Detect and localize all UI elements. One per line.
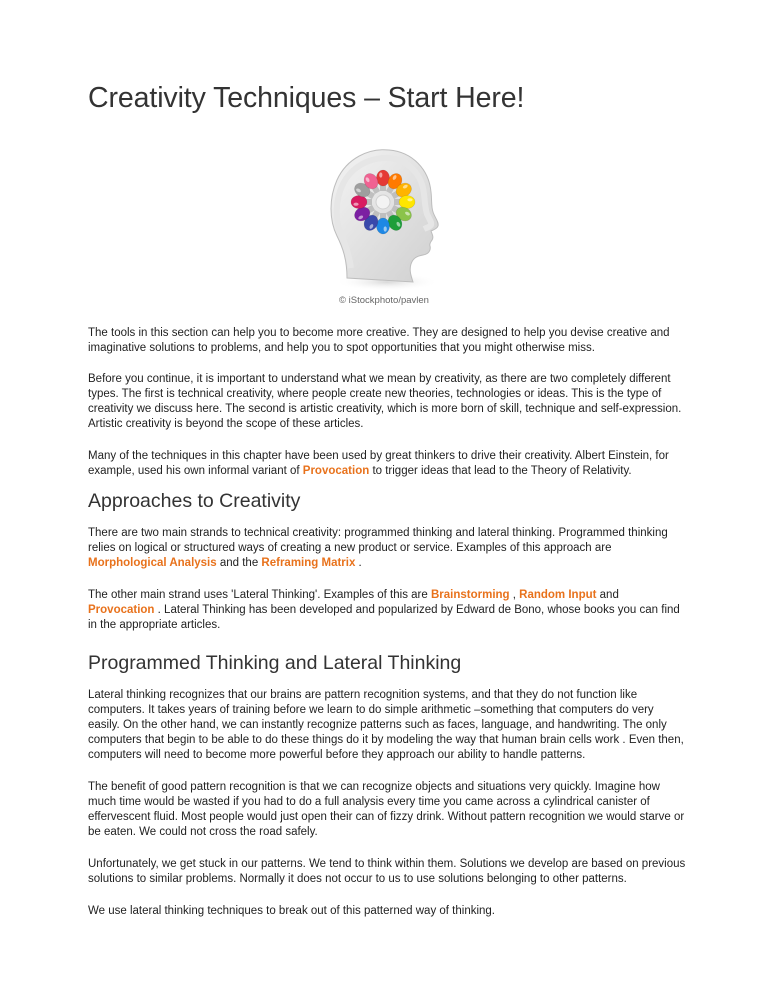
intro-paragraph-1: The tools in this section can help you to become more creative. They are designed to help you devise creative and imaginative solutions to problems, and help you to spot opportunities that you might otherwise miss. xyxy=(88,327,670,354)
reframing-matrix-link[interactable]: Reframing Matrix xyxy=(261,557,356,569)
provocation-link[interactable]: Provocation xyxy=(302,465,370,477)
section-heading-approaches: Approaches to Creativity xyxy=(88,490,301,512)
text-span: and xyxy=(596,589,619,601)
figure-caption: © iStockphoto/pavlen xyxy=(339,295,429,306)
section-heading-programmed: Programmed Thinking and Lateral Thinking xyxy=(88,652,462,674)
intro-paragraph-3 xyxy=(88,449,688,479)
programmed-paragraph-2: The benefit of good pattern recognition is that we can recognize objects and situations very quickly. Imagine how much time would be wasted if you had to do a full analysis every time you came across a cylindrical canister of effervescent fluid. Most people would just open their can of fizzy drink. Without pattern recognition we would starve or be eaten. We could not cross the road safely. xyxy=(88,781,685,838)
programmed-paragraph-1: Lateral thinking recognizes that our brains are pattern recognition systems, and that they do not function like computers. It takes years of training before we learn to do simple arithmetic –something that computers do very easily. On the other hand, we can instantly recognize patterns such as faces, language, and handwriting. The only computers that begin to be able to do these things do it by modeling the way that human brain cells work . Even then, computers will need to become more powerful before they approach our ability to handle patterns. xyxy=(88,689,684,761)
random-input-link[interactable]: Random Input xyxy=(519,589,597,601)
text-span: and the xyxy=(216,557,262,569)
brainstorming-link[interactable]: Brainstorming xyxy=(430,589,510,601)
head-illustration xyxy=(325,142,443,292)
programmed-paragraph-4: We use lateral thinking techniques to break out of this patterned way of thinking. xyxy=(88,905,496,917)
text-span: Many of the techniques in this chapter have been used by great thinkers to drive their creativity. Albert Einstein, for example, used his own informal variant of xyxy=(88,450,669,477)
text-span: . xyxy=(355,557,362,569)
text-span: The other main strand uses 'Lateral Thinking'. Examples of this are xyxy=(88,589,431,601)
programmed-paragraph-3: Unfortunately, we get stuck in our patterns. We tend to think within them. Solutions we develop are based on previous solutions to similar problems. Normally it does not occur to us to use solutions belonging to other patterns. xyxy=(88,858,686,885)
page-title: Creativity Techniques – Start Here! xyxy=(88,82,525,114)
intro-paragraph-2: Before you continue, it is important to understand what we mean by creativity, as there are two completely different types. The first is technical creativity, where people create new theories, technologies or ideas. This is the type of creativity we discuss here. The second is artistic creativity, which is more born of skill, technique and self-expression. Artistic creativity is beyond the scope of these articles. xyxy=(88,373,682,430)
morphological-analysis-link[interactable]: Morphological Analysis xyxy=(88,557,217,569)
text-span: There are two main strands to technical creativity: programmed thinking and lateral thinking. Programmed thinking relies on logical or structured ways of creating a new product or service. Examples of this approach are xyxy=(88,527,668,554)
approaches-paragraph-1 xyxy=(88,526,688,571)
text-span: . Lateral Thinking has been developed and popularized by Edward de Bono, whose books you can find in the appropriate articles. xyxy=(88,604,680,631)
head-with-lightbulbs-icon xyxy=(325,142,443,292)
text-span: to trigger ideas that lead to the Theory of Relativity. xyxy=(369,465,632,477)
approaches-paragraph-2 xyxy=(88,588,688,633)
text-span: , xyxy=(509,589,520,601)
provocation-link-2[interactable]: Provocation xyxy=(88,604,155,616)
